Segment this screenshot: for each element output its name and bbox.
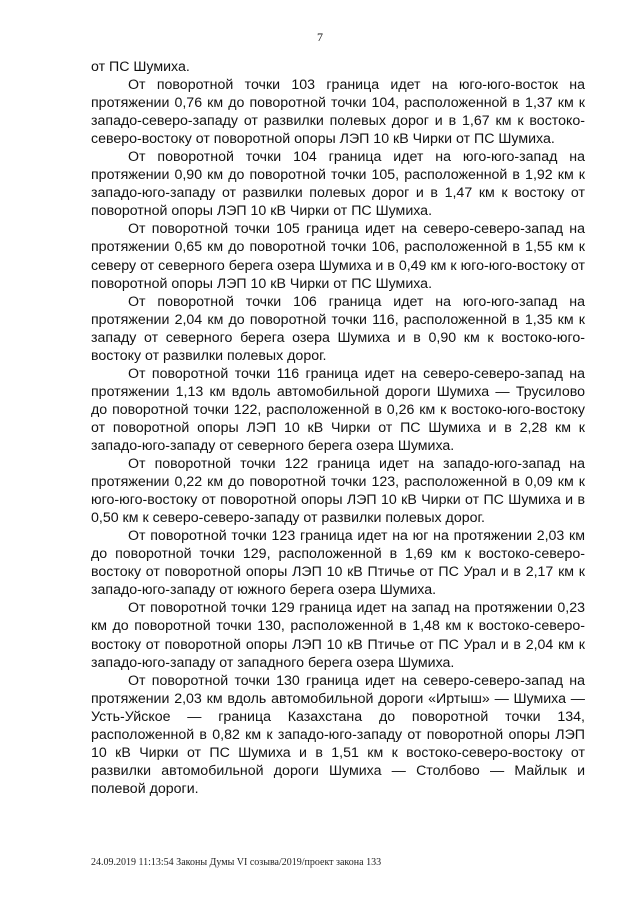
paragraph: От поворотной точки 103 граница идет на юго-юго-восток на протяжении 0,76 км до поворотной точки 104, расположенной в 1,37 км к западо-северо-западу от развилки полевых дорог и в 1,67 км к востоко-северо-востоку от поворотной опоры ЛЭП 10 кВ Чирки от ПС Шумиха.	[91, 77, 585, 148]
paragraph: От поворотной точки 130 граница идет на северо-северо-запад на протяжении 2,03 км вдоль автомобильной дороги «Иртыш» — Шумиха — Усть-Уйское — граница Казахстана до поворотной точки 134, расположенной в 0,82 км к западо-юго-западу от поворотной опоры ЛЭП 10 кВ Чирки от ПС Шумиха и в 1,51 км к востоко-северо-востоку от развилки автомобильной дороги Шумиха — Столбово — Майлык и полевой дороги.	[91, 672, 585, 797]
paragraph: От поворотной точки 123 граница идет на юг на протяжении 2,03 км до поворотной точки 129, расположенной в 1,69 км к востоко-северо-востоку от поворотной опоры ЛЭП 10 кВ Птичье от ПС Урал и в 2,17 км к западо-юго-западу от южного берега озера Шумиха.	[91, 528, 585, 599]
paragraph: От поворотной точки 106 граница идет на юго-юго-запад на протяжении 2,04 км до поворотной точки 116, расположенной в 1,35 км к западу от северного берега озера Шумиха и в 0,90 км к востоко-юго-востоку от развилки полевых дорог.	[91, 293, 585, 364]
paragraph: От поворотной точки 104 граница идет на юго-юго-запад на протяжении 0,90 км до поворотной точки 105, расположенной в 1,92 км к западо-юго-западу от развилки полевых дорог и в 1,47 км к востоку от поворотной опоры ЛЭП 10 кВ Чирки от ПС Шумиха.	[91, 149, 585, 220]
document-body	[91, 58, 585, 798]
page-number: 7	[317, 30, 323, 44]
paragraph-continuation: от ПС Шумиха.	[91, 59, 190, 75]
paragraph: От поворотной точки 116 граница идет на северо-северо-запад на протяжении 1,13 км вдоль автомобильной дороги Шумиха — Трусилово до поворотной точки 122, расположенной в 0,26 км к востоко-юго-востоку от поворотной опоры ЛЭП 10 кВ Чирки от ПС Шумиха и в 2,28 км к западо-юго-западу от северного берега озера Шумиха.	[91, 365, 585, 454]
footer-stamp: 24.09.2019 11:13:54 Законы Думы VI созыва/2019/проект закона 133	[91, 857, 382, 868]
paragraph: От поворотной точки 129 граница идет на запад на протяжении 0,23 км до поворотной точки 130, расположенной в 1,48 км к востоко-северо-востоку от поворотной опоры ЛЭП 10 кВ Птичье от ПС Урал и в 2,04 км к западо-юго-западу от западного берега озера Шумиха.	[91, 600, 585, 671]
paragraph: От поворотной точки 105 граница идет на северо-северо-запад на протяжении 0,65 км до поворотной точки 106, расположенной в 1,55 км к северу от северного берега озера Шумиха и в 0,49 км к юго-юго-востоку от поворотной опоры ЛЭП 10 кВ Чирки от ПС Шумиха.	[91, 221, 585, 292]
paragraph: От поворотной точки 122 граница идет на западо-юго-запад на протяжении 0,22 км до поворотной точки 123, расположенной в 0,09 км к юго-юго-востоку от поворотной опоры ЛЭП 10 кВ Чирки от ПС Шумиха и в 0,50 км к северо-северо-западу от развилки полевых дорог.	[91, 456, 585, 527]
